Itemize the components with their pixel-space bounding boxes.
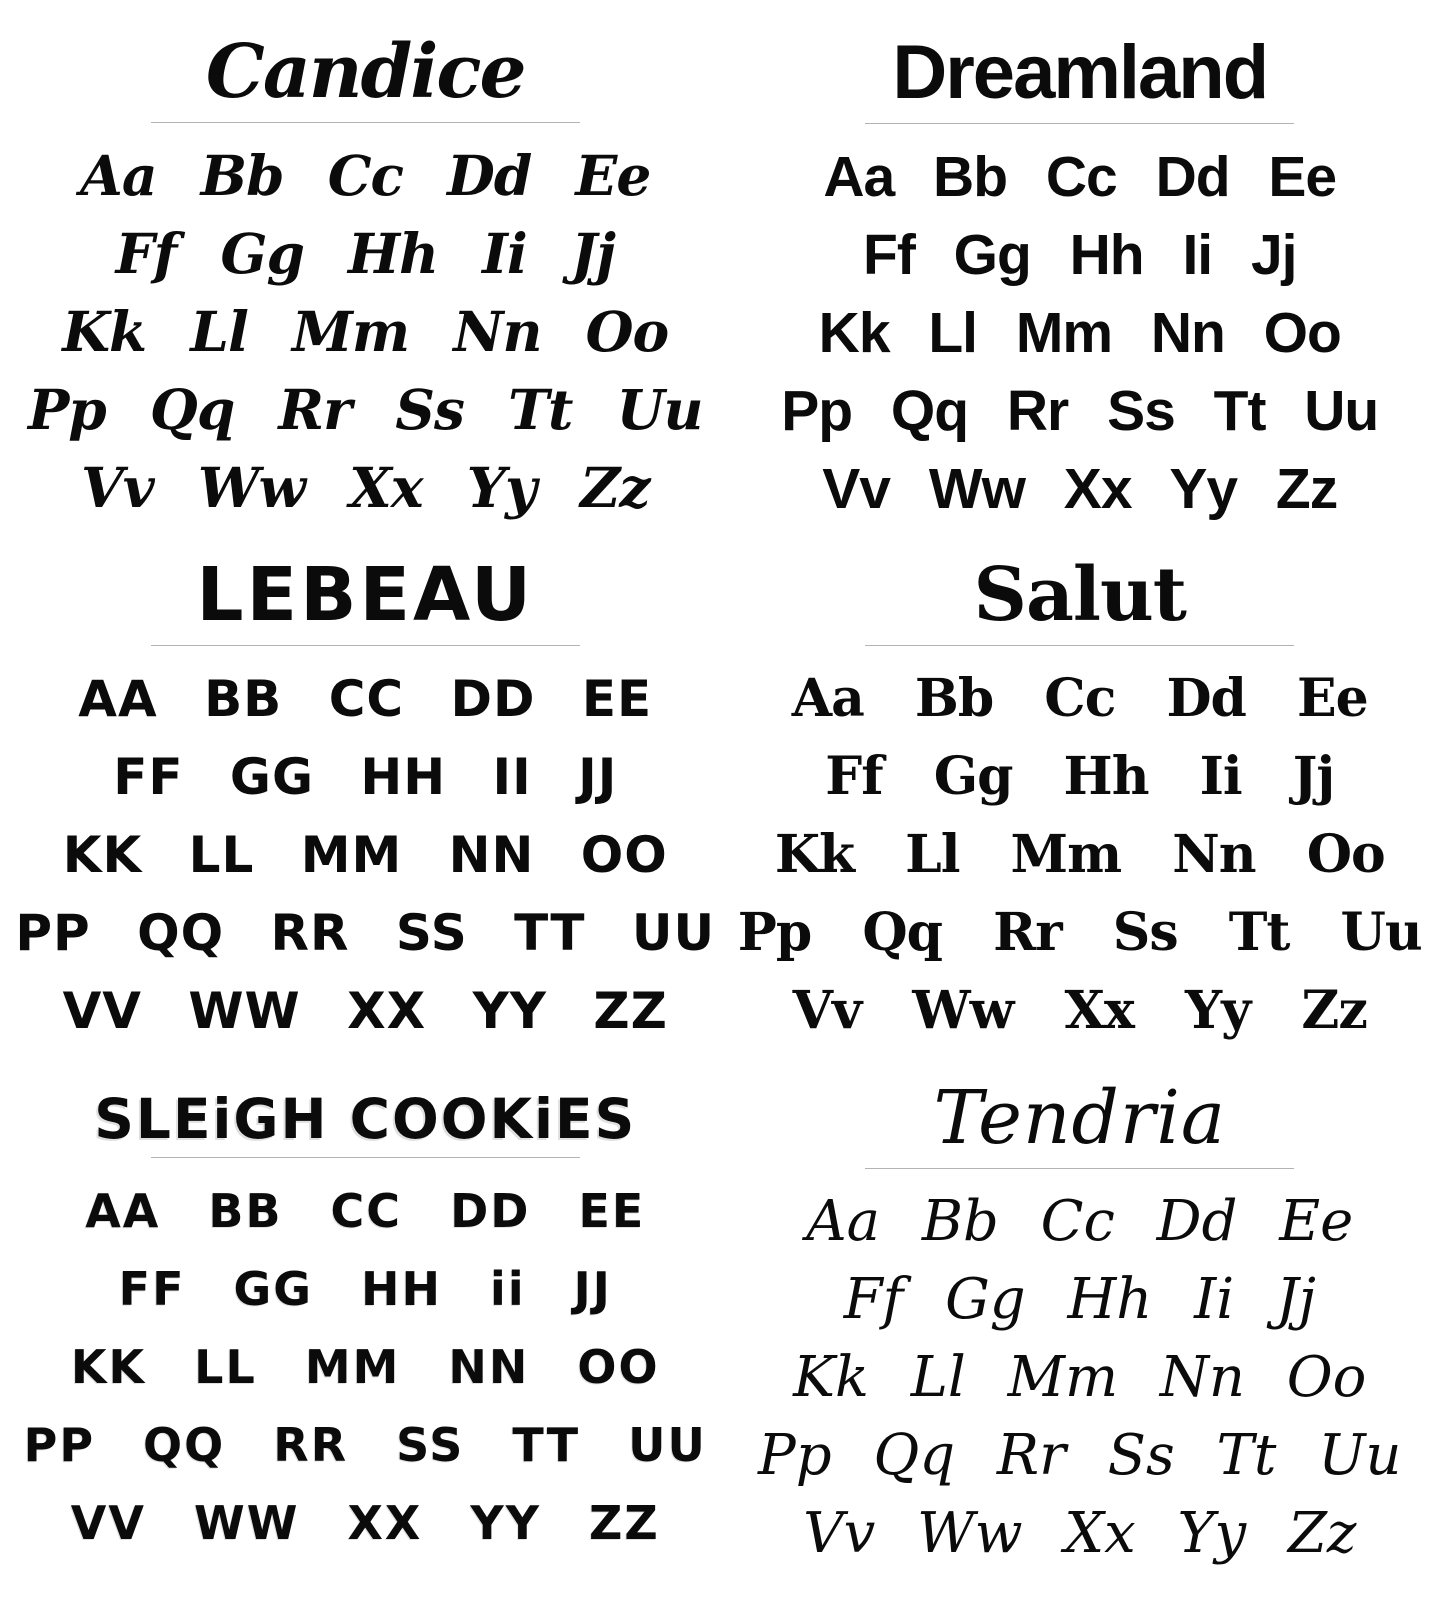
alphabet-row: KK LL MM NN OO (70, 1340, 660, 1395)
font-title: SLEiGH COOKiES (94, 1086, 637, 1151)
alphabet-row: Kk Ll Mm Nn Oo (793, 1344, 1367, 1410)
alphabet-row: KK LL MM NN OO (62, 825, 668, 884)
alphabet-row: FF GG HH ii JJ (118, 1262, 612, 1317)
alphabet-row: PP QQ RR SS TT UU (15, 903, 716, 962)
alphabet-row: AA BB CC DD EE (85, 1184, 646, 1239)
alphabet-row: Ff Gg Hh Ii Jj (115, 220, 615, 286)
alphabet (8, 1172, 723, 1562)
alphabet-row: Aa Bb Cc Dd Ee (80, 142, 651, 208)
title-divider (151, 122, 580, 123)
alphabet-row: Pp Qq Rr Ss Tt Uu (737, 901, 1422, 963)
alphabet-row: Kk Ll Mm Nn Oo (774, 823, 1385, 885)
title-divider (865, 123, 1294, 124)
alphabet (723, 1183, 1438, 1573)
font-specimen-sleigh-cookies (8, 1064, 723, 1587)
font-title: Salut (973, 552, 1186, 639)
alphabet-row: Vv Ww Xx Yy Zz (822, 456, 1338, 521)
alphabet-row: Aa Bb Cc Dd Ee (823, 144, 1337, 209)
alphabet-row: Vv Ww Xx Yy Zz (81, 454, 650, 520)
alphabet-row: AA BB CC DD EE (78, 669, 653, 728)
alphabet-row: Ff Gg Hh Ii Jj (825, 745, 1335, 807)
alphabet-row: Pp Qq Rr Ss Tt Uu (27, 376, 703, 442)
alphabet-row: VV WW XX YY ZZ (62, 981, 668, 1040)
alphabet (723, 138, 1438, 528)
font-title: Tendria (933, 1075, 1227, 1162)
alphabet-row: Vv Ww Xx Yy Zz (803, 1500, 1357, 1566)
alphabet (723, 660, 1438, 1050)
alphabet-row: Kk Ll Mm Nn Oo (62, 298, 669, 364)
alphabet-row: VV WW XX YY ZZ (70, 1496, 660, 1551)
font-specimen-lebeau (8, 541, 723, 1064)
alphabet-row: Pp Qq Rr Ss Tt Uu (758, 1422, 1402, 1488)
alphabet (8, 660, 723, 1050)
alphabet-row: Ff Gg Hh Ii Jj (863, 222, 1297, 287)
alphabet-row: Kk Ll Mm Nn Oo (818, 300, 1341, 365)
font-specimen-candice (8, 18, 723, 541)
alphabet-row: PP QQ RR SS TT UU (23, 1418, 707, 1473)
title-divider (151, 645, 580, 646)
font-title: Candice (205, 29, 525, 116)
alphabet-row: Aa Bb Cc Dd Ee (806, 1188, 1354, 1254)
title-divider (151, 1157, 580, 1158)
font-specimen-salut (723, 541, 1438, 1064)
font-specimen-dreamland (723, 18, 1438, 541)
font-title: LEBEAU (196, 552, 535, 639)
font-title: Dreamland (892, 30, 1268, 116)
alphabet-row: Aa Bb Cc Dd Ee (791, 667, 1368, 729)
alphabet-row: Vv Ww Xx Yy Zz (792, 979, 1367, 1041)
title-divider (865, 645, 1294, 646)
alphabet-row: Pp Qq Rr Ss Tt Uu (781, 378, 1379, 443)
alphabet (8, 137, 723, 527)
alphabet-row: Ff Gg Hh Ii Jj (843, 1266, 1316, 1332)
title-divider (865, 1168, 1294, 1169)
alphabet-row: FF GG HH II JJ (113, 747, 618, 806)
font-specimen-tendria (723, 1064, 1438, 1587)
